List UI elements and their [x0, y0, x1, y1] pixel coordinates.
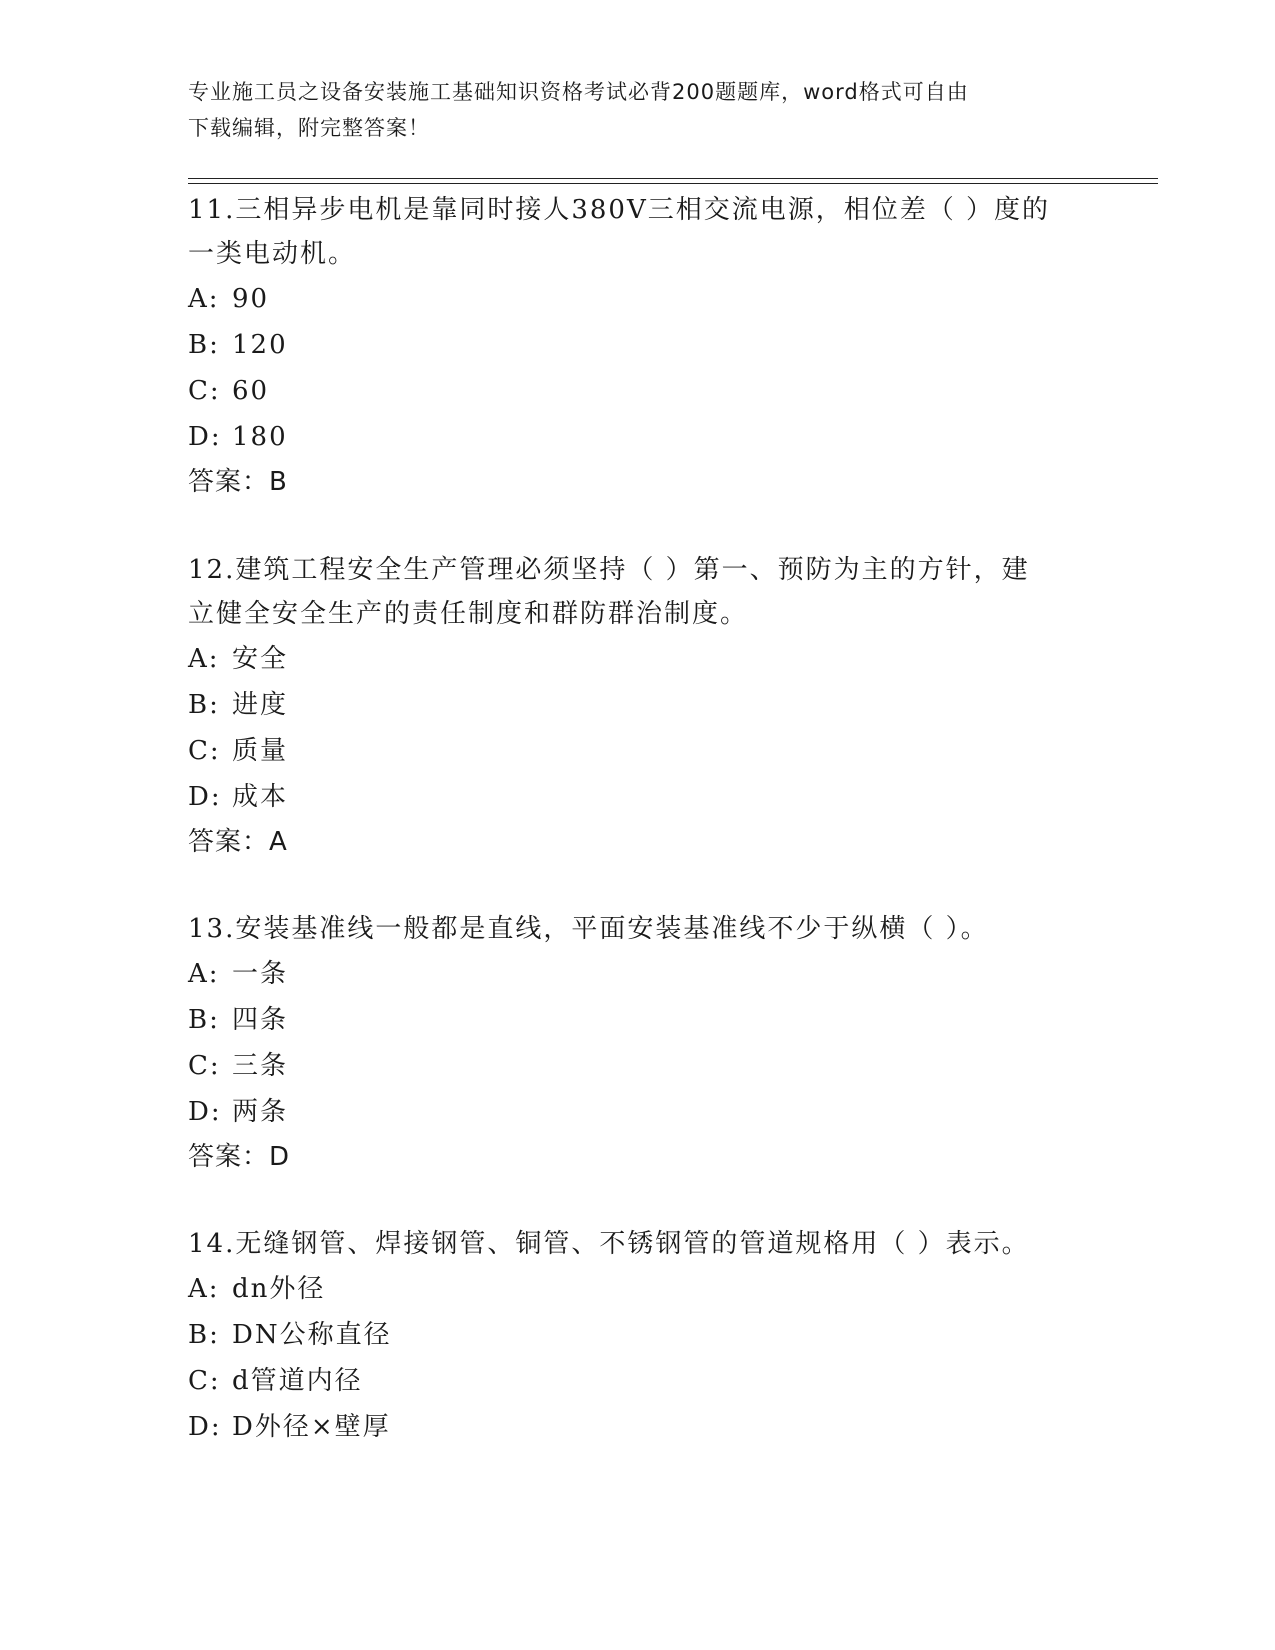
option-letter: A:	[188, 959, 220, 989]
question-14	[188, 1222, 1088, 1450]
question-text: 11.三相异步电机是靠同时接人380V三相交流电源，相位差（ ）度的	[188, 195, 1051, 225]
option-letter: A:	[188, 284, 220, 314]
option-text: dn外径	[232, 1274, 326, 1304]
question-12	[188, 548, 1088, 864]
option-b	[188, 997, 1088, 1043]
option-letter: B:	[188, 690, 220, 720]
option-text: 进度	[232, 690, 289, 720]
option-a	[188, 1266, 1088, 1312]
option-c	[188, 1043, 1088, 1089]
option-text: 三条	[232, 1051, 289, 1081]
option-letter: C:	[188, 736, 221, 766]
option-letter: B:	[188, 1005, 220, 1035]
option-b	[188, 682, 1088, 728]
answer-label: 答案：A	[188, 827, 288, 857]
option-d	[188, 1089, 1088, 1135]
question-text-continued: 立健全安全生产的责任制度和群防群治制度。	[188, 599, 749, 629]
option-c	[188, 728, 1088, 774]
option-text: 90	[232, 284, 270, 314]
question-11	[188, 188, 1088, 504]
option-text: D外径×壁厚	[232, 1412, 391, 1442]
answer-label: 答案：B	[188, 467, 288, 497]
header-line-1: 专业施工员之设备安装施工基础知识资格考试必背200题题库，word格式可自由	[188, 80, 969, 104]
option-text: 两条	[232, 1097, 289, 1127]
option-text: DN公称直径	[232, 1320, 392, 1350]
option-letter: D:	[188, 782, 222, 812]
option-a	[188, 636, 1088, 682]
question-text: 12.建筑工程安全生产管理必须坚持（ ）第一、预防为主的方针，建	[188, 555, 1030, 585]
question-text-continued: 一类电动机。	[188, 239, 357, 269]
option-b	[188, 1312, 1088, 1358]
option-c	[188, 1358, 1088, 1404]
option-letter: B:	[188, 1320, 220, 1350]
option-d	[188, 414, 1088, 460]
option-b	[188, 322, 1088, 368]
option-letter: D:	[188, 422, 222, 452]
option-text: 180	[232, 422, 288, 452]
header-line-2: 下载编辑，附完整答案！	[188, 116, 430, 140]
question-text: 13.安装基准线一般都是直线，平面安装基准线不少于纵横（ ）。	[188, 914, 989, 944]
option-text: 质量	[232, 736, 289, 766]
header-divider-top	[188, 178, 1158, 179]
option-text: 四条	[232, 1005, 289, 1035]
option-a	[188, 276, 1088, 322]
question-text: 14.无缝钢管、焊接钢管、铜管、不锈钢管的管道规格用（ ）表示。	[188, 1229, 1030, 1259]
option-letter: A:	[188, 1274, 220, 1304]
option-letter: C:	[188, 376, 221, 406]
option-letter: B:	[188, 330, 220, 360]
option-text: 安全	[232, 644, 289, 674]
option-text: 一条	[232, 959, 289, 989]
option-text: 成本	[232, 782, 289, 812]
option-letter: A:	[188, 644, 220, 674]
option-letter: C:	[188, 1366, 221, 1396]
option-letter: D:	[188, 1412, 222, 1442]
option-letter: C:	[188, 1051, 221, 1081]
document-header	[188, 74, 1078, 146]
question-13	[188, 907, 1088, 1179]
header-divider-bottom	[188, 183, 1158, 184]
option-a	[188, 951, 1088, 997]
option-text: d管道内径	[232, 1366, 363, 1396]
option-d	[188, 774, 1088, 820]
option-d	[188, 1404, 1088, 1450]
option-c	[188, 368, 1088, 414]
option-text: 120	[232, 330, 288, 360]
answer-label: 答案：D	[188, 1142, 291, 1172]
option-letter: D:	[188, 1097, 222, 1127]
option-text: 60	[232, 376, 270, 406]
